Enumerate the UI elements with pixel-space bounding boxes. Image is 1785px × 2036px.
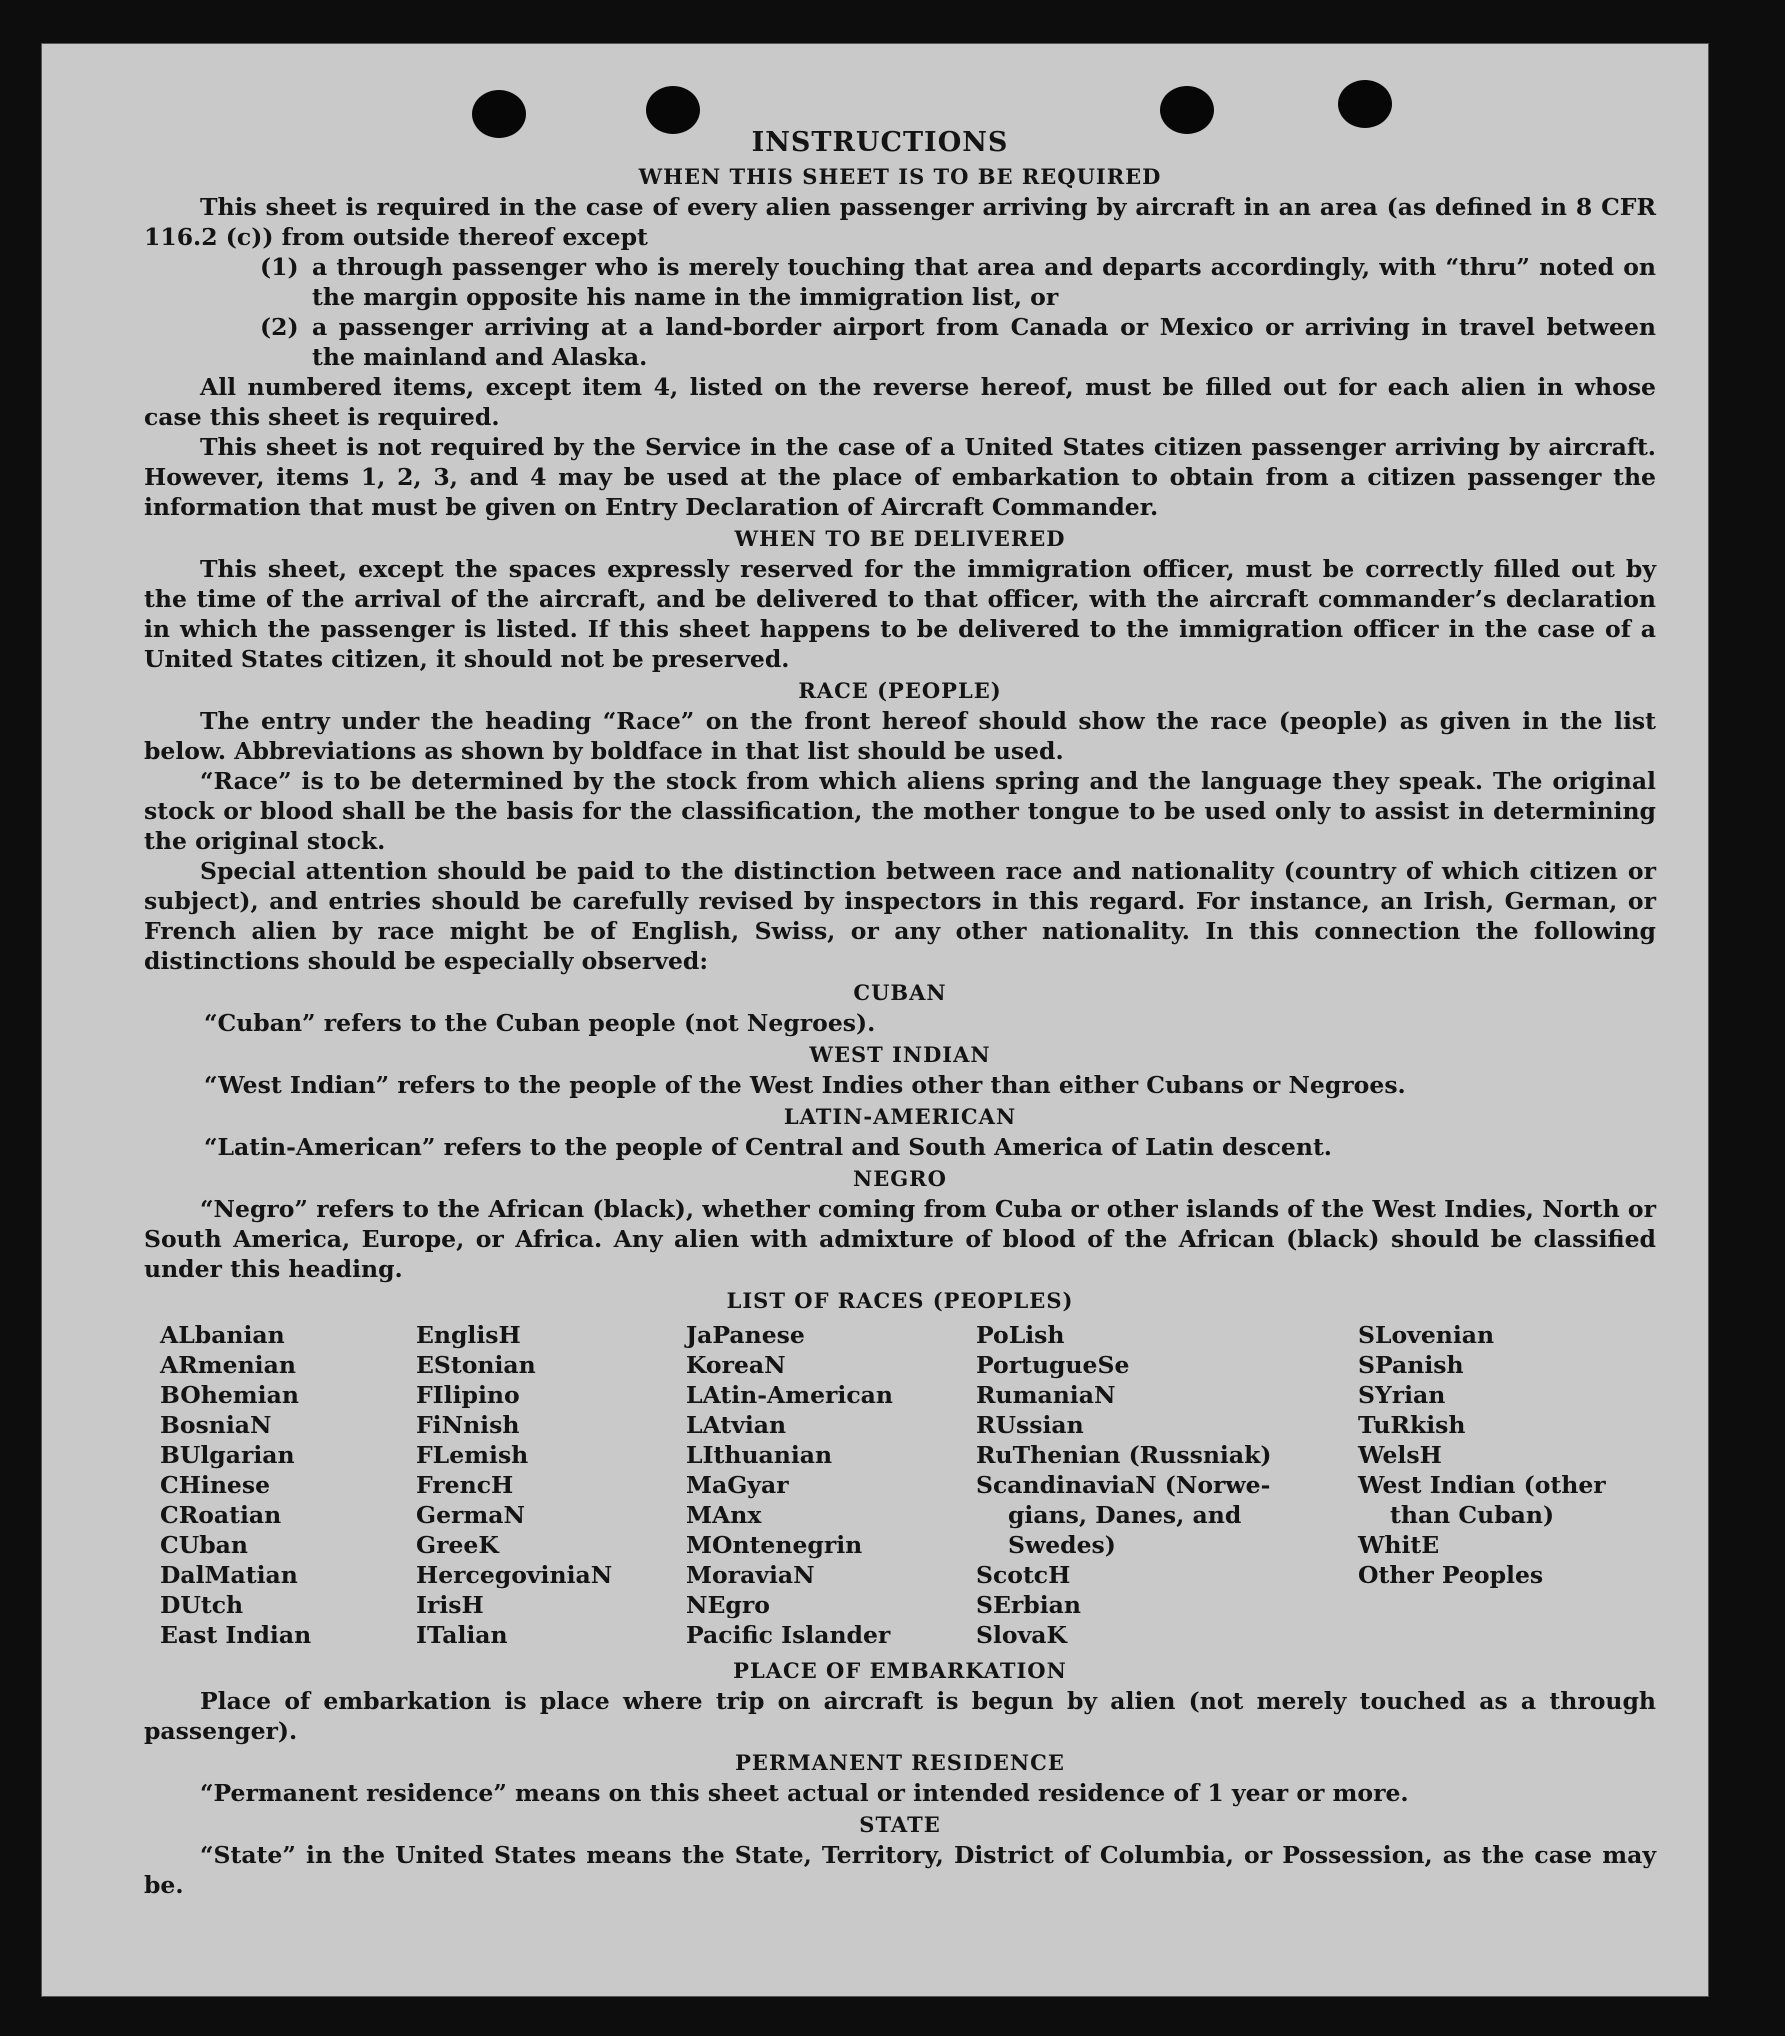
heading-state: STATE bbox=[859, 1812, 941, 1837]
exception-item bbox=[144, 312, 1656, 372]
race-list bbox=[160, 1320, 1656, 1650]
definition: “West Indian” refers to the people of the West Indies other than either Cubans or Negroes. bbox=[204, 1071, 1406, 1099]
race-item-continued: than Cuban) bbox=[1390, 1501, 1555, 1529]
race-item: ScotcH bbox=[976, 1561, 1071, 1589]
race-item: ALbanian bbox=[160, 1321, 285, 1349]
heading-when-required: WHEN THIS SHEET IS TO BE REQUIRED bbox=[638, 164, 1162, 189]
heading-cuban: CUBAN bbox=[853, 980, 947, 1005]
definition: “Cuban” refers to the Cuban people (not Negroes). bbox=[204, 1009, 876, 1037]
race-item: GreeK bbox=[416, 1531, 499, 1559]
race-item: LAtin-American bbox=[686, 1381, 893, 1409]
race-item: SLovenian bbox=[1358, 1321, 1495, 1349]
race-item: LAtvian bbox=[686, 1411, 787, 1439]
race-item: BosniaN bbox=[160, 1411, 272, 1439]
race-item: IrisH bbox=[416, 1591, 484, 1619]
race-item: BUlgarian bbox=[160, 1441, 295, 1469]
item-number: (2) bbox=[260, 313, 299, 341]
race-item: TuRkish bbox=[1358, 1411, 1466, 1439]
item-text: a passenger arriving at a land-border airport from Canada or Mexico or arriving in travel between the mainland and Alaska. bbox=[312, 313, 1656, 371]
heading-west-indian: WEST INDIAN bbox=[809, 1042, 991, 1067]
heading-list-of-races: LIST OF RACES (PEOPLES) bbox=[726, 1288, 1074, 1313]
paragraph: “Permanent residence” means on this sheet actual or intended residence of 1 year or more. bbox=[200, 1779, 1409, 1807]
race-item: JaPanese bbox=[686, 1321, 805, 1349]
race-column bbox=[416, 1320, 686, 1650]
race-item: CRoatian bbox=[160, 1501, 282, 1529]
document-sheet bbox=[42, 44, 1708, 1996]
race-item: MOntenegrin bbox=[686, 1531, 863, 1559]
race-item: ITalian bbox=[416, 1621, 508, 1649]
race-item: ARmenian bbox=[160, 1351, 296, 1379]
heading-when-delivered: WHEN TO BE DELIVERED bbox=[734, 526, 1066, 551]
paragraph: The entry under the heading “Race” on the front hereof should show the race (people) as given in the list below. Abbreviations as shown by boldface in that list should be used. bbox=[144, 707, 1656, 765]
paragraph: This sheet is not required by the Service in the case of a United States citizen passenger arriving by aircraft. However, items 1, 2, 3, and 4 may be used at the place of embarkation to obtain from a citizen passenger the information that must be given on Entry Declaration of Aircraft Commander. bbox=[144, 433, 1656, 521]
race-item: SlovaK bbox=[976, 1621, 1067, 1649]
paragraph: All numbered items, except item 4, listed on the reverse hereof, must be filled out for each alien in whose case this sheet is required. bbox=[144, 373, 1656, 431]
race-item: MaGyar bbox=[686, 1471, 789, 1499]
exception-item bbox=[144, 252, 1656, 312]
race-item: MAnx bbox=[686, 1501, 762, 1529]
race-item: EStonian bbox=[416, 1351, 536, 1379]
race-item: Other Peoples bbox=[1358, 1561, 1544, 1589]
paragraph: “Race” is to be determined by the stock from which aliens spring and the language they speak. The original stock or blood shall be the basis for the classification, the mother tongue to be used only to assist in determining the original stock. bbox=[144, 767, 1656, 855]
race-item: RuThenian (Russniak) bbox=[976, 1441, 1272, 1469]
race-item: RumaniaN bbox=[976, 1381, 1116, 1409]
race-item: MoraviaN bbox=[686, 1561, 815, 1589]
race-item: DUtch bbox=[160, 1591, 244, 1619]
race-item: SErbian bbox=[976, 1591, 1081, 1619]
race-column bbox=[1358, 1320, 1648, 1650]
race-item: CHinese bbox=[160, 1471, 271, 1499]
heading-negro: NEGRO bbox=[853, 1166, 947, 1191]
race-item: PoLish bbox=[976, 1321, 1065, 1349]
race-item: GermaN bbox=[416, 1501, 525, 1529]
race-item-continued: Swedes) bbox=[1008, 1531, 1116, 1559]
race-item: SYrian bbox=[1358, 1381, 1446, 1409]
race-item: PortugueSe bbox=[976, 1351, 1130, 1379]
paragraph: This sheet, except the spaces expressly reserved for the immigration officer, must be correctly filled out by the time of the arrival of the aircraft, and be delivered to that officer, with the aircraft commander’s declaration in which the passenger is listed. If this sheet happens to be delivered to the immigration officer in the case of a United States citizen, it should not be preserved. bbox=[144, 555, 1656, 673]
heading-embarkation: PLACE OF EMBARKATION bbox=[733, 1658, 1067, 1683]
item-number: (1) bbox=[260, 253, 299, 281]
race-item: FLemish bbox=[416, 1441, 529, 1469]
race-item: West Indian (other bbox=[1358, 1471, 1606, 1499]
definition: “Latin-American” refers to the people of Central and South America of Latin descent. bbox=[204, 1133, 1332, 1161]
race-item: FiNnish bbox=[416, 1411, 520, 1439]
race-item: East Indian bbox=[160, 1621, 312, 1649]
race-column bbox=[686, 1320, 976, 1650]
paragraph: “State” in the United States means the State, Territory, District of Columbia, or Possession, as the case may be. bbox=[144, 1841, 1656, 1899]
race-item: Pacific Islander bbox=[686, 1621, 891, 1649]
race-item: DalMatian bbox=[160, 1561, 298, 1589]
race-item: EnglisH bbox=[416, 1321, 521, 1349]
race-item: HercegoviniaN bbox=[416, 1561, 613, 1589]
heading-latin-american: LATIN-AMERICAN bbox=[783, 1104, 1017, 1129]
race-item: CUban bbox=[160, 1531, 248, 1559]
paragraph: This sheet is required in the case of every alien passenger arriving by aircraft in an area (as defined in 8 CFR 116.2 (c)) from outside thereof except bbox=[144, 193, 1656, 251]
race-item-continued: gians, Danes, and bbox=[1008, 1501, 1242, 1529]
race-item: FrencH bbox=[416, 1471, 514, 1499]
item-text: a through passenger who is merely touching that area and departs accordingly, with “thru” noted on the margin opposite his name in the immigration list, or bbox=[312, 253, 1656, 311]
paragraph: Special attention should be paid to the distinction between race and nationality (country of which citizen or subject), and entries should be carefully revised by inspectors in this regard. For instance, an Irish, German, or French alien by race might be of English, Swiss, or any other nationality. In this connection the following distinctions should be especially observed: bbox=[144, 857, 1656, 975]
paragraph: Place of embarkation is place where trip on aircraft is begun by alien (not merely touched as a through passenger). bbox=[144, 1687, 1656, 1745]
instructions-content bbox=[144, 126, 1656, 1900]
race-item: KoreaN bbox=[686, 1351, 786, 1379]
heading-race: RACE (PEOPLE) bbox=[798, 678, 1002, 703]
definition: “Negro” refers to the African (black), whether coming from Cuba or other islands of the West Indies, North or South America, Europe, or Africa. Any alien with admixture of blood of the African (black) should be classified under this heading. bbox=[144, 1195, 1656, 1283]
race-item: NEgro bbox=[686, 1591, 770, 1619]
race-item: BOhemian bbox=[160, 1381, 299, 1409]
race-column bbox=[160, 1320, 416, 1650]
page-title: INSTRUCTIONS bbox=[751, 127, 1009, 158]
race-column bbox=[976, 1320, 1358, 1650]
race-item: RUssian bbox=[976, 1411, 1084, 1439]
race-item: FIlipino bbox=[416, 1381, 520, 1409]
race-item: WhitE bbox=[1358, 1531, 1440, 1559]
race-item: LIthuanian bbox=[686, 1441, 833, 1469]
race-item: WelsH bbox=[1358, 1441, 1442, 1469]
punch-hole bbox=[1338, 80, 1392, 128]
race-item: ScandinaviaN (Norwe- bbox=[976, 1471, 1271, 1499]
race-item: SPanish bbox=[1358, 1351, 1464, 1379]
heading-permanent-residence: PERMANENT RESIDENCE bbox=[735, 1750, 1065, 1775]
